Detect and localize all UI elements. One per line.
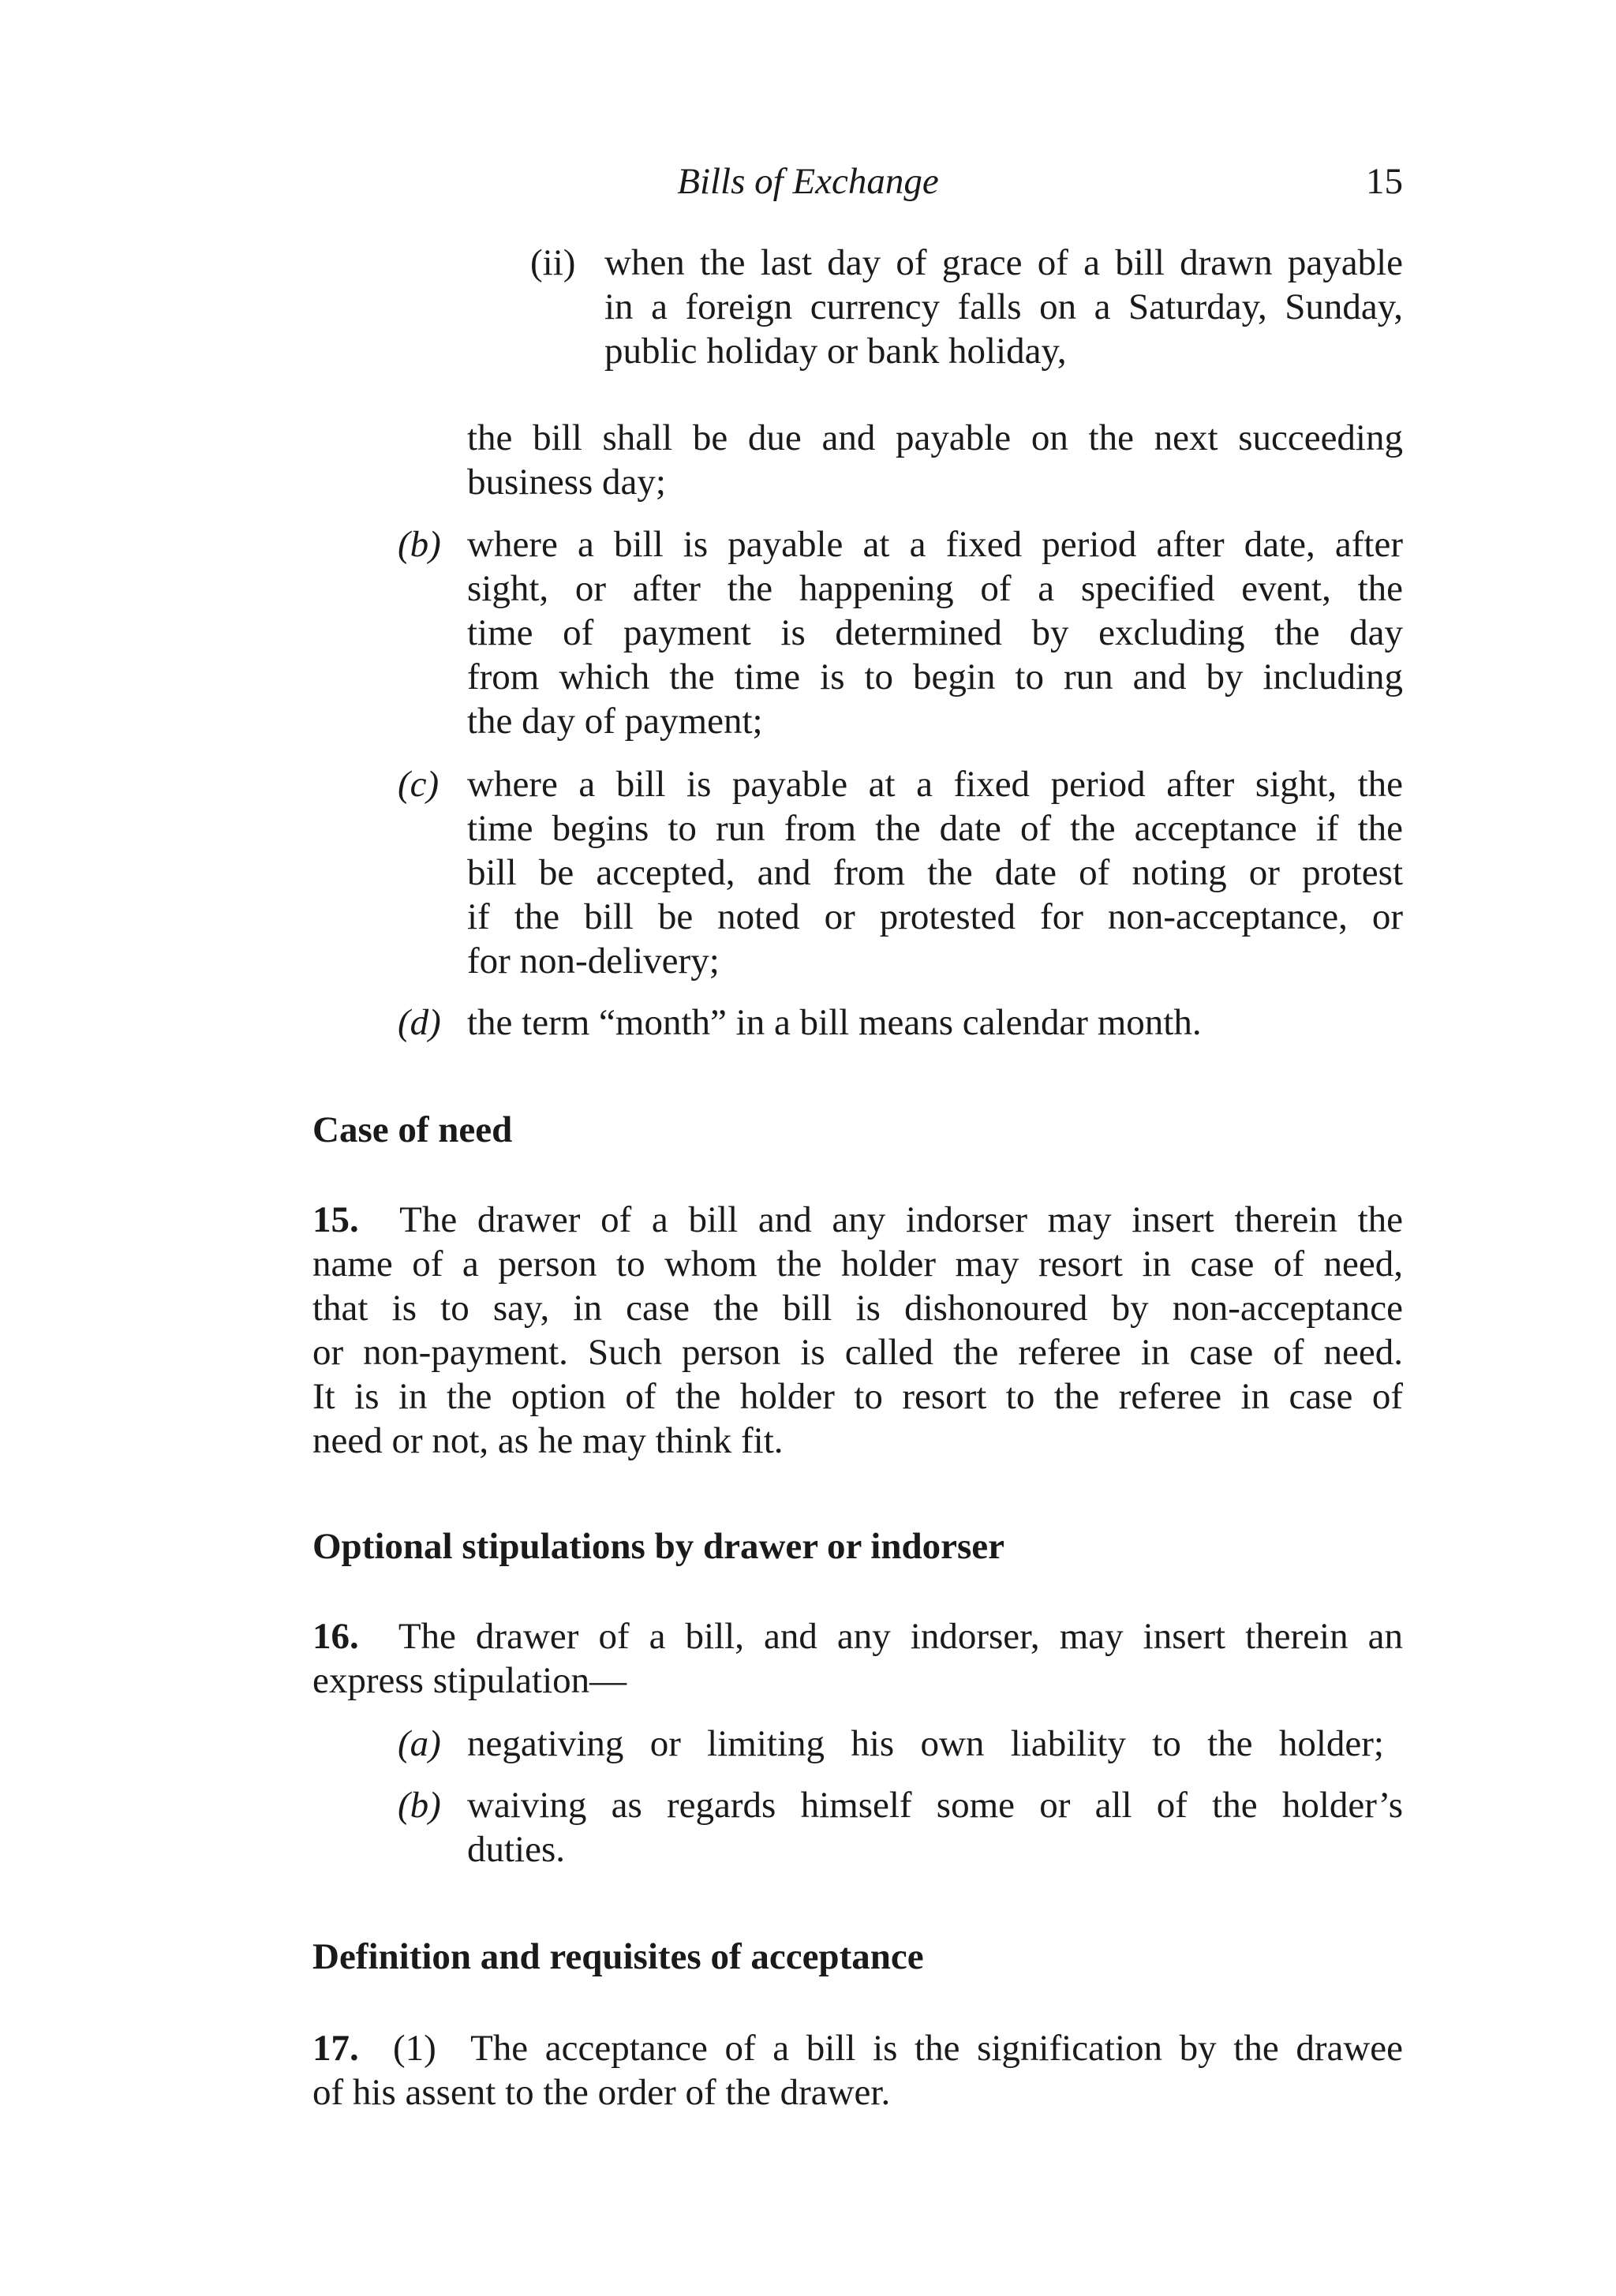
section-15-line: name of a person to whom the holder may resort in case of need, (312, 1243, 1403, 1284)
section-16-heading: Optional stipulations by drawer or indorser (312, 1526, 1005, 1567)
section-17-subsection: (1) (393, 2028, 436, 2069)
section-15-line: It is in the option of the holder to resort to the referee in case of (312, 1376, 1403, 1417)
section-17-line (312, 2026, 1403, 2070)
section-15-heading: Case of need (312, 1109, 513, 1150)
item-b-line: time of payment is determined by excluding the day (467, 612, 1403, 653)
section-17-first-line: The acceptance of a bill is the signification by the drawee (470, 2028, 1404, 2069)
section-15-line: need or not, as he may think fit. (312, 1420, 784, 1461)
section-15-first-line: The drawer of a bill and any indorser may insert therein the (399, 1199, 1404, 1240)
section-16-first-line: The drawer of a bill, and any indorser, may insert therein an (398, 1616, 1404, 1657)
page-number: 15 (1366, 161, 1403, 202)
item-c-label: (c) (398, 764, 440, 805)
section-17-heading: Definition and requisites of acceptance (312, 1936, 924, 1977)
item-b-line: the day of payment; (467, 701, 763, 742)
item-c-line: if the bill be noted or protested for non-acceptance, or (467, 896, 1403, 937)
item-c-line: for non-delivery; (467, 940, 720, 982)
section-16-item-b-line: waiving as regards himself some or all of the holder’s (467, 1785, 1403, 1826)
item-c-line: where a bill is payable at a fixed period after sight, the (467, 764, 1403, 805)
item-b-line: where a bill is payable at a fixed period after date, after (467, 524, 1403, 565)
item-b-label: (b) (398, 524, 441, 565)
item-ii-line: when the last day of grace of a bill drawn payable (604, 242, 1403, 283)
section-16-item-b-line: duties. (467, 1829, 566, 1870)
section-16-item-b-label: (b) (398, 1785, 441, 1826)
section-15-line: or non-payment. Such person is called the referee in case of need. (312, 1332, 1403, 1373)
section-17-number: 17. (312, 2028, 359, 2069)
item-c-line: bill be accepted, and from the date of noting or protest (467, 852, 1403, 893)
section-16-number: 16. (312, 1616, 359, 1657)
section-16-line: express stipulation— (312, 1660, 627, 1701)
running-title: Bills of Exchange (677, 161, 939, 202)
section-16-item-a-label: (a) (398, 1723, 441, 1764)
item-d-label: (d) (398, 1002, 441, 1043)
item-ii-label: (ii) (530, 242, 576, 283)
item-ii-line: in a foreign currency falls on a Saturday, Sunday, (604, 286, 1403, 327)
section-15-line: that is to say, in case the bill is dishonoured by non-acceptance (312, 1288, 1403, 1329)
section-16-line (312, 1614, 1403, 1658)
item-ii-line: public holiday or bank holiday, (604, 331, 1067, 372)
section-16-item-a-line: negativing or limiting his own liability to the holder; (467, 1723, 1384, 1764)
item-b-line: sight, or after the happening of a specified event, the (467, 568, 1403, 609)
section-17-line: of his assent to the order of the drawer. (312, 2072, 891, 2113)
item-d-line: the term “month” in a bill means calendar month. (467, 1002, 1202, 1043)
continuation-line: business day; (467, 462, 666, 503)
continuation-line: the bill shall be due and payable on the next succeeding (467, 417, 1403, 458)
item-b-line: from which the time is to begin to run and by including (467, 656, 1403, 697)
section-15-line (312, 1198, 1403, 1242)
item-c-line: time begins to run from the date of the acceptance if the (467, 808, 1403, 849)
section-15-number: 15. (312, 1199, 359, 1240)
